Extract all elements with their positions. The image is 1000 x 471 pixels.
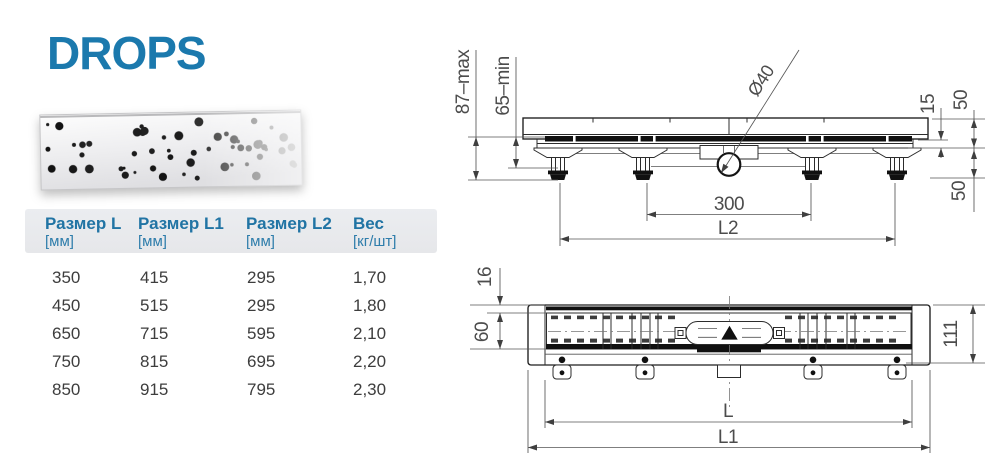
dim-label-l1: L1 [717,427,739,448]
technical-drawings [440,0,1000,471]
grate-profile [545,136,912,142]
dim-label-60: 60 [472,321,493,343]
channel-body [523,118,928,139]
dim-label-87max: 87–max [453,49,474,115]
table-row: 850 915 795 2,30 [52,380,387,399]
dim-label-l2: L2 [717,218,739,239]
column-header-weight: Вес [кг/шт] [353,214,397,250]
table-row: 350 415 295 1,70 [52,268,387,287]
table-row: 650 715 595 2,10 [52,324,387,343]
column-header-l: Размер L [мм] [45,214,122,250]
dim-label-65min: 65–min [493,56,514,116]
dim-label-16: 16 [475,266,496,288]
dim-label-drain-diameter: Ø40 [743,61,779,100]
column-header-l2: Размер L2 [мм] [246,214,332,250]
dim-label-50-bottom: 50 [949,180,970,202]
product-title: DROPS [47,27,206,79]
dim-label-300: 300 [713,194,745,215]
dim-label-111: 111 [941,320,962,348]
drain-pipe-circle [718,153,741,176]
table-row: 450 515 295 1,80 [52,296,387,315]
dim-label-50-top: 50 [951,89,972,111]
drops-grate-image [39,109,302,190]
dim-label-15: 15 [918,93,939,115]
table-row: 750 815 695 2,20 [52,352,387,371]
dim-label-l: L [722,401,734,422]
size-table [25,209,437,409]
table-header [25,209,437,253]
side-view-drawing [453,49,985,246]
product-photo [39,109,302,190]
column-header-l1: Размер L1 [мм] [138,214,224,250]
plan-view-drawing [470,267,985,453]
center-tab [718,365,741,378]
